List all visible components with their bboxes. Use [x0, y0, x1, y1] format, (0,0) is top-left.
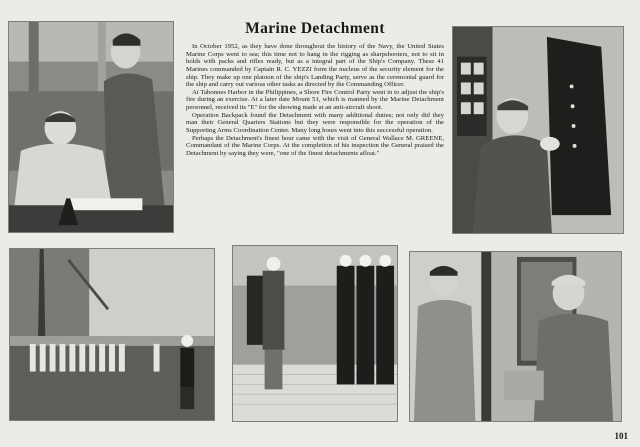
photo-service-window [409, 251, 622, 422]
photo-inspection [232, 245, 398, 422]
article-title: Marine Detachment [245, 20, 385, 37]
article-paragraph: Operation Backpack found the Detachment with many additional duties; not only did they man their General Quarters Stations but they were responsible for the operation of the Supporting Arms Coordination Center. Many long hours went into this successful operation. [186, 111, 444, 134]
page-number: 101 [614, 431, 628, 441]
article-body [186, 43, 444, 157]
article-paragraph: In October 1952, as they have done throughout the history of the Navy, the United States Marine Corps went to sea; this time not to hang in the rigging as sharpshooters, not to sit in holds with packs and rifles ready, but as a integral part of the Ship's Company. These 41 Marines commanded by Captain R. C. YEZZI form the nucleus of the security element for the ship. They make up one platoon of the ship's Landing Party, serve as the ceremonial guard for the ship and carry out various other tasks as directed by the Commanding Officer. [186, 43, 444, 89]
photo-marine-with-uniform [452, 26, 624, 234]
photo-marines-at-desk [8, 21, 174, 233]
article-paragraph: At Tabonnes Harbor in the Philippines, a Shore Fire Control Party went in to adjust the ship's fire during an exercise. At a later date Mount 51, which is manned by the Marine Detachment personnel, received its "E" for the showing made at an anti-aircraft shoot. [186, 88, 444, 111]
photo-ceremonial-formation [9, 248, 215, 421]
article-paragraph: Perhaps the Detachment's finest hour came with the visit of General Wallace M. GREENE, Commandant of the Marine Corps. At the completion of his inspection the General praised the Detachment by saying they were, "one of the finest detachments afloat." [186, 134, 444, 157]
